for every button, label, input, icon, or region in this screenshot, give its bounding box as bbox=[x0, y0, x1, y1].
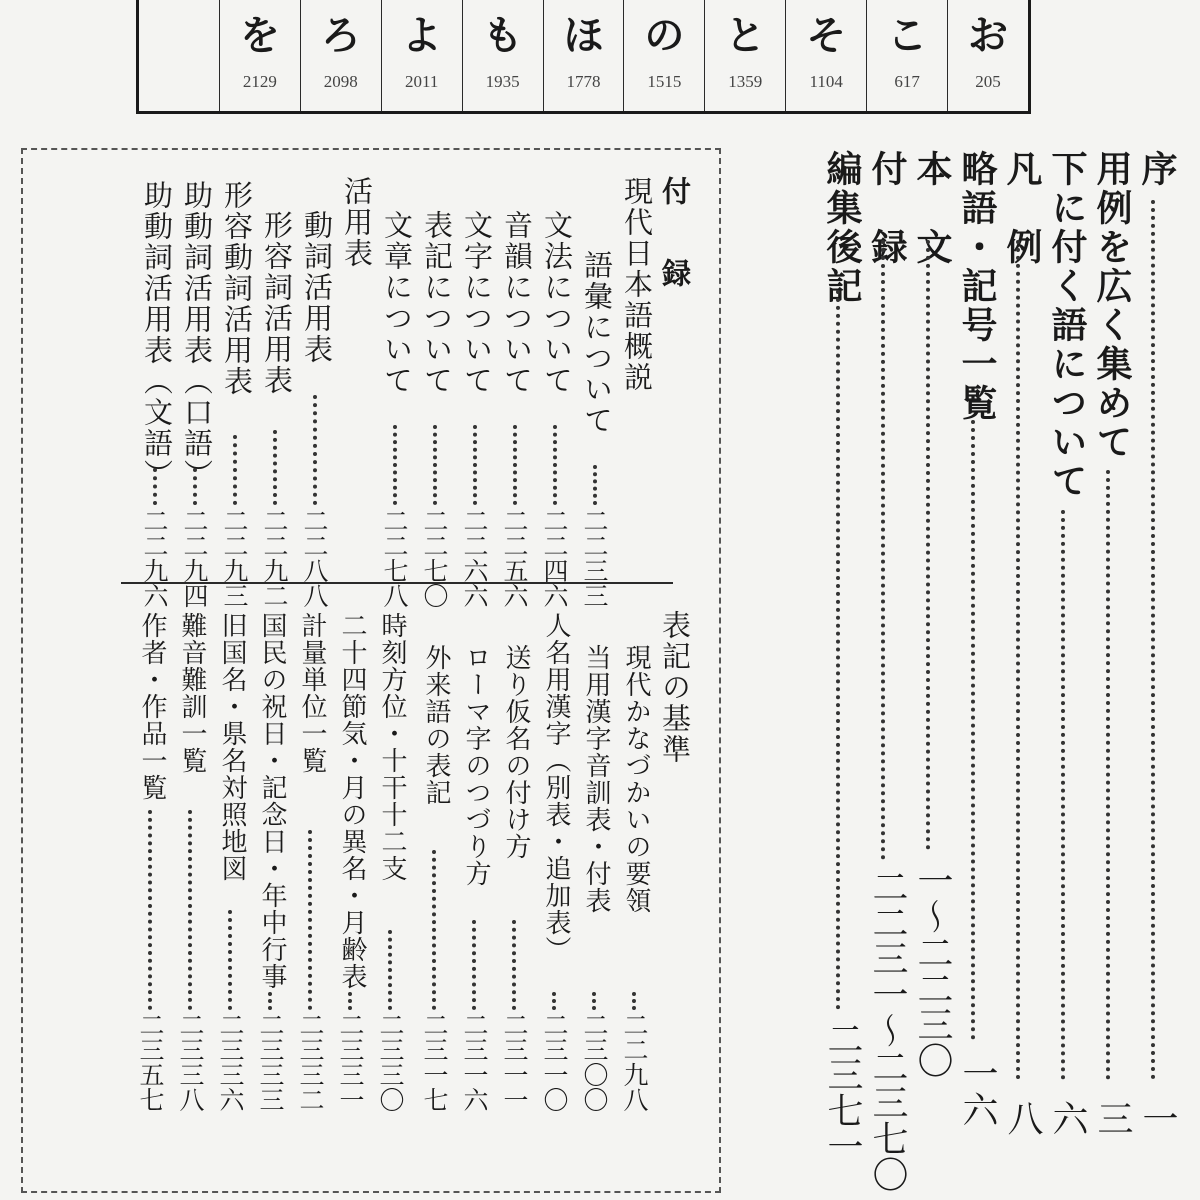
appendix-entry-page: 二三三一 bbox=[336, 1012, 365, 1112]
appendix-entry-title[interactable]: 形容動詞活用表 bbox=[220, 180, 254, 397]
toc-entry-page: 六 bbox=[1047, 1100, 1088, 1136]
toc-entry-page: 二二三一〜二三七〇 bbox=[867, 868, 908, 1192]
leader-dots bbox=[1106, 470, 1110, 1080]
kana-label: を bbox=[239, 12, 280, 59]
appendix-entry-title[interactable]: 文法について bbox=[540, 210, 574, 396]
appendix-entry-title[interactable]: 現代かなづかいの要領 bbox=[621, 644, 651, 914]
appendix-entry-title[interactable]: 動詞活用表 bbox=[300, 210, 334, 365]
leader-dots bbox=[552, 992, 556, 1010]
kana-page-number: 1778 bbox=[566, 72, 601, 91]
kana-label: そ bbox=[806, 12, 847, 59]
leader-dots bbox=[193, 468, 197, 505]
standards-title: 表記の基準 bbox=[658, 610, 692, 765]
toc-entry-title[interactable]: 用例を広く集めて bbox=[1091, 150, 1133, 462]
kana-index-cell[interactable] bbox=[866, 0, 947, 111]
kana-page-number: 2098 bbox=[323, 72, 358, 91]
toc-entry-title[interactable]: 序 bbox=[1136, 150, 1178, 189]
appendix-entry-title[interactable]: 音韻について bbox=[500, 210, 534, 396]
appendix-entry-title[interactable]: 形容詞活用表 bbox=[260, 210, 294, 396]
kana-page-number: 1104 bbox=[809, 72, 843, 91]
overview-title: 現代日本語概説 bbox=[620, 176, 654, 393]
appendix-entry-title[interactable]: 旧国名・県名対照地図 bbox=[217, 612, 247, 882]
leader-dots bbox=[971, 420, 975, 1040]
appendix-entry-title[interactable]: 文字について bbox=[460, 210, 494, 396]
kana-page-number: 205 bbox=[975, 72, 1001, 91]
leader-dots bbox=[472, 920, 476, 1010]
leader-dots bbox=[153, 468, 157, 505]
appendix-heading: 付 録 bbox=[658, 176, 692, 299]
appendix-entry-title[interactable]: 難音難訓一覧 bbox=[177, 612, 207, 774]
appendix-entry-title[interactable]: 国民の祝日・記念日・年中行事 bbox=[257, 612, 287, 990]
appendix-entry-page: 二二七〇 bbox=[420, 508, 449, 608]
appendix-entry-page: 二二九三 bbox=[220, 508, 249, 608]
kana-index-cell[interactable] bbox=[462, 0, 543, 111]
kana-index-cell[interactable] bbox=[623, 0, 704, 111]
leader-dots bbox=[926, 240, 930, 850]
toc-entry-title[interactable]: 付 録 bbox=[866, 150, 908, 267]
conjugation-title: 活用表 bbox=[340, 176, 374, 269]
kana-index-cell[interactable] bbox=[947, 0, 1028, 111]
appendix-entry-title[interactable]: 表記について bbox=[420, 210, 454, 396]
appendix-entry-page: 二二七八 bbox=[380, 508, 409, 608]
appendix-entry-title[interactable]: 文章について bbox=[380, 210, 414, 396]
appendix-entry-page: 二二八八 bbox=[300, 508, 329, 608]
appendix-entry-title[interactable]: 二十四節気・月の異名・月齢表 bbox=[337, 612, 367, 990]
kana-index-cell[interactable] bbox=[381, 0, 462, 111]
leader-dots bbox=[233, 435, 237, 505]
leader-dots bbox=[553, 425, 557, 505]
leader-dots bbox=[473, 425, 477, 505]
leader-dots bbox=[388, 930, 392, 1010]
kana-index-strip bbox=[136, 0, 1031, 114]
appendix-divider bbox=[121, 582, 673, 584]
appendix-entry-page: 二二四六 bbox=[540, 508, 569, 608]
appendix-entry-page: 二三一一 bbox=[500, 1012, 529, 1112]
leader-dots bbox=[593, 465, 597, 505]
appendix-entry-title[interactable]: 当用漢字音訓表・付表 bbox=[581, 644, 611, 914]
toc-entry-title[interactable]: 下に付く語について bbox=[1046, 150, 1088, 501]
kana-label: と bbox=[725, 12, 766, 59]
appendix-entry-page: 二二九六 bbox=[140, 508, 169, 608]
appendix-entry-page: 二三三〇 bbox=[376, 1012, 405, 1112]
toc-entry-page: 八 bbox=[1002, 1100, 1043, 1136]
appendix-entry-page: 二三一〇 bbox=[540, 1012, 569, 1112]
leader-dots bbox=[348, 992, 352, 1010]
appendix-entry-title[interactable]: 時刻方位・十干十二支 bbox=[377, 612, 407, 882]
leader-dots bbox=[273, 430, 277, 505]
toc-entry-page: 二三七一 bbox=[822, 1020, 863, 1164]
leader-dots bbox=[881, 240, 885, 860]
appendix-entry-title[interactable]: 送り仮名の付け方 bbox=[501, 644, 531, 860]
leader-dots bbox=[148, 810, 152, 1010]
kana-index-cell[interactable] bbox=[543, 0, 624, 111]
appendix-entry-page: 二三一七 bbox=[420, 1012, 449, 1112]
appendix-entry-page: 二三三八 bbox=[176, 1012, 205, 1112]
kana-page-number: 2011 bbox=[404, 72, 439, 91]
kana-index-blank-cell bbox=[139, 0, 219, 111]
leader-dots bbox=[188, 810, 192, 1010]
kana-index-cell[interactable] bbox=[219, 0, 300, 111]
appendix-entry-title[interactable]: 人名用漢字（別表・追加表） bbox=[541, 612, 571, 963]
appendix-entry-page: 二二九二 bbox=[260, 508, 289, 608]
appendix-entry-title[interactable]: 計量単位一覧 bbox=[297, 612, 327, 774]
toc-entry-page: 一 bbox=[1137, 1100, 1178, 1136]
kana-page-number: 1359 bbox=[728, 72, 763, 91]
appendix-entry-page: 二三三三 bbox=[256, 1012, 285, 1112]
leader-dots bbox=[632, 992, 636, 1010]
toc-entry-title[interactable]: 略語・記号一覧 bbox=[956, 150, 998, 423]
leader-dots bbox=[513, 425, 517, 505]
leader-dots bbox=[433, 425, 437, 505]
toc-entry-title[interactable]: 凡 例 bbox=[1001, 150, 1043, 267]
toc-entry-page: 一六 bbox=[957, 1055, 998, 1127]
kana-label: こ bbox=[887, 12, 928, 59]
appendix-entry-page: 二二六六 bbox=[460, 508, 489, 608]
appendix-entry-page: 二二五六 bbox=[500, 508, 529, 608]
appendix-entry-page: 二三三六 bbox=[216, 1012, 245, 1112]
leader-dots bbox=[512, 920, 516, 1010]
leader-dots bbox=[836, 290, 840, 1010]
appendix-entry-page: 二三一六 bbox=[460, 1012, 489, 1112]
kana-label: も bbox=[482, 12, 523, 59]
kana-label: よ bbox=[401, 12, 442, 59]
appendix-entry-title[interactable]: 語彙について bbox=[580, 250, 614, 436]
kana-index-cell[interactable] bbox=[785, 0, 866, 111]
appendix-entry-title[interactable]: ローマ字のつづり方 bbox=[461, 644, 491, 887]
appendix-box bbox=[21, 148, 721, 1193]
leader-dots bbox=[313, 395, 317, 505]
leader-dots bbox=[308, 830, 312, 1010]
kana-index-cell[interactable] bbox=[300, 0, 381, 111]
appendix-entry-page: 二二九四 bbox=[180, 508, 209, 608]
kana-label: お bbox=[968, 12, 1009, 59]
kana-page-number: 617 bbox=[894, 72, 920, 91]
kana-page-number: 1935 bbox=[485, 72, 520, 91]
appendix-entry-page: 二三〇〇 bbox=[580, 1012, 609, 1112]
leader-dots bbox=[1151, 200, 1155, 1080]
toc-entry-page: 三 bbox=[1092, 1100, 1133, 1136]
appendix-entry-title[interactable]: 作者・作品一覧 bbox=[137, 612, 167, 801]
appendix-entry-title[interactable]: 助動詞活用表（口語） bbox=[180, 180, 214, 490]
toc-entry-title[interactable]: 本 文 bbox=[911, 150, 953, 267]
leader-dots bbox=[268, 992, 272, 1010]
kana-label: ほ bbox=[563, 12, 604, 59]
appendix-entry-title[interactable]: 助動詞活用表（文語） bbox=[140, 180, 174, 490]
kana-label: の bbox=[644, 12, 685, 59]
kana-label: ろ bbox=[320, 12, 361, 59]
appendix-entry-page: 二二三三 bbox=[580, 508, 609, 608]
appendix-entry-title[interactable]: 外来語の表記 bbox=[421, 644, 451, 806]
leader-dots bbox=[393, 425, 397, 505]
leader-dots bbox=[228, 910, 232, 1010]
leader-dots bbox=[1016, 240, 1020, 1080]
toc-entry-title[interactable]: 編集後記 bbox=[821, 150, 863, 306]
leader-dots bbox=[1061, 510, 1065, 1080]
kana-page-number: 1515 bbox=[647, 72, 682, 91]
appendix-entry-page: 二二九八 bbox=[620, 1012, 649, 1112]
toc-entry-page: 一〜二二三〇 bbox=[912, 862, 953, 1078]
appendix-entry-page: 二三三二 bbox=[296, 1012, 325, 1112]
kana-index-cell[interactable] bbox=[704, 0, 785, 111]
leader-dots bbox=[592, 992, 596, 1010]
kana-page-number: 2129 bbox=[242, 72, 277, 91]
leader-dots bbox=[432, 850, 436, 1010]
appendix-entry-page: 二三五七 bbox=[136, 1012, 165, 1112]
